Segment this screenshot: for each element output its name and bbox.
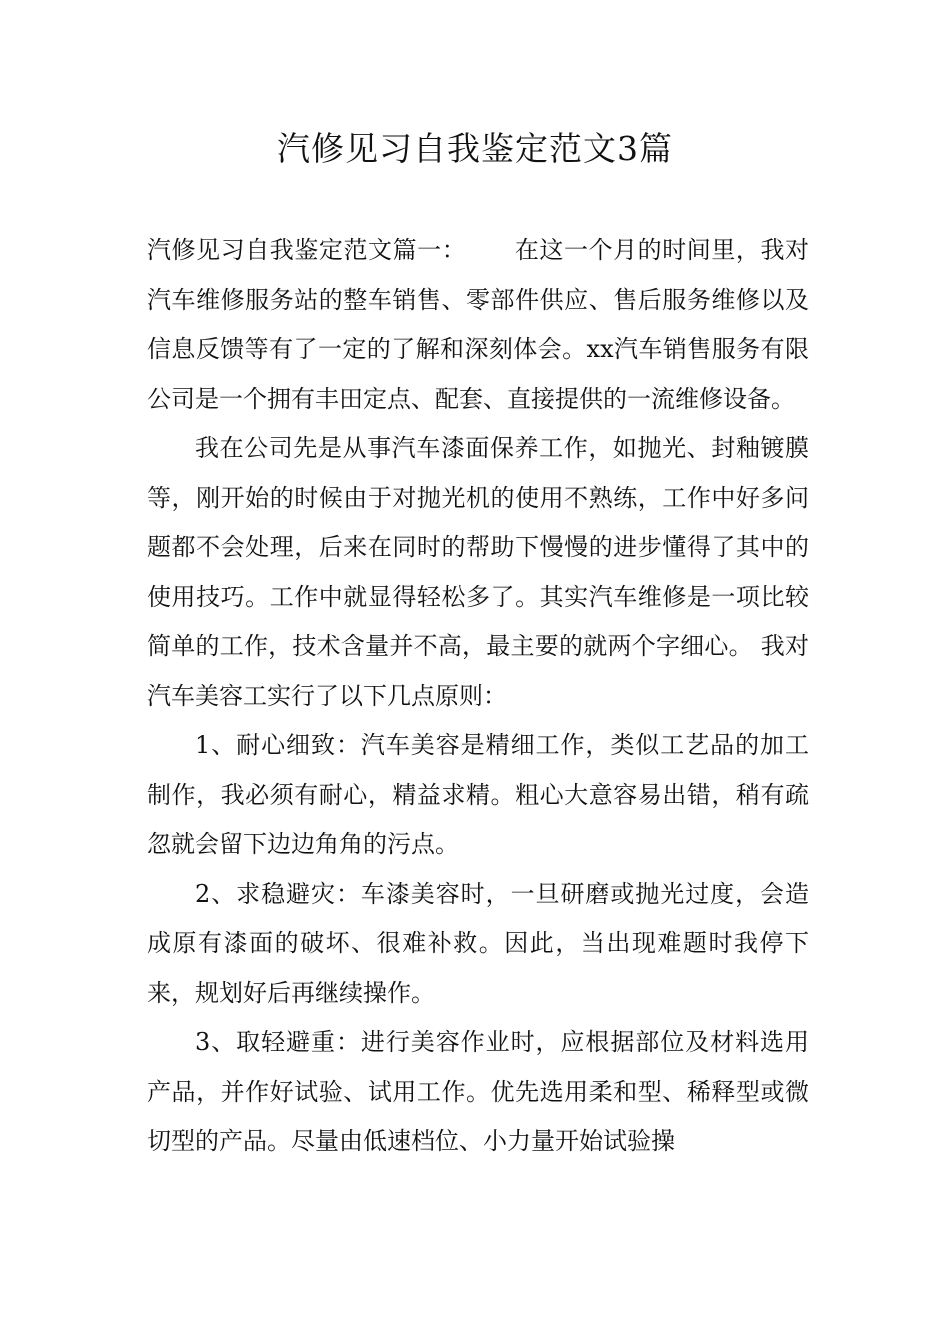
list-item-3: 3、取轻避重：进行美容作业时，应根据部位及材料选用产品，并作好试验、试用工作。优先选用柔和型、稀释型或微切型的产品。尽量由低速档位、小力量开始试验操 [147,1028,809,1155]
list-item-1: 1、耐心细致：汽车美容是精细工作，类似工艺品的加工制作，我必须有耐心，精益求精。粗心大意容易出错，稍有疏忽就会留下边边角角的污点。 [147,731,809,858]
paragraph-text: 在这一个月的时间里，我对汽车维修服务站的整车销售、零部件供应、售后服务维修以及信息反馈等有了一定的了解和深刻体会。xx汽车销售服务有限公司是一个拥有丰田定点、配套、直接提供的一流维修设备。 [147,236,810,413]
document-title: 汽修见习自我鉴定范文3篇 [277,129,673,168]
paragraph: 我在公司先是从事汽车漆面保养工作，如抛光、封釉镀膜等，刚开始的时候由于对抛光机的使用不熟练，工作中好多问题都不会处理，后来在同时的帮助下慢慢的进步懂得了其中的使用技巧。工作中就显得轻松多了。其实汽车维修是一项比较简单的工作，技术含量并不高，最主要的就两个字细心。 我对汽车美容工实行了以下几点原则： [147,434,809,710]
document-body [147,226,809,1167]
section-heading: 汽修见习自我鉴定范文篇一： [147,236,467,264]
list-item-2: 2、求稳避灾：车漆美容时，一旦研磨或抛光过度，会造成原有漆面的破坏、很难补救。因此，当出现难题时我停下来，规划好后再继续操作。 [147,879,809,1007]
paragraph-intro [147,226,809,424]
